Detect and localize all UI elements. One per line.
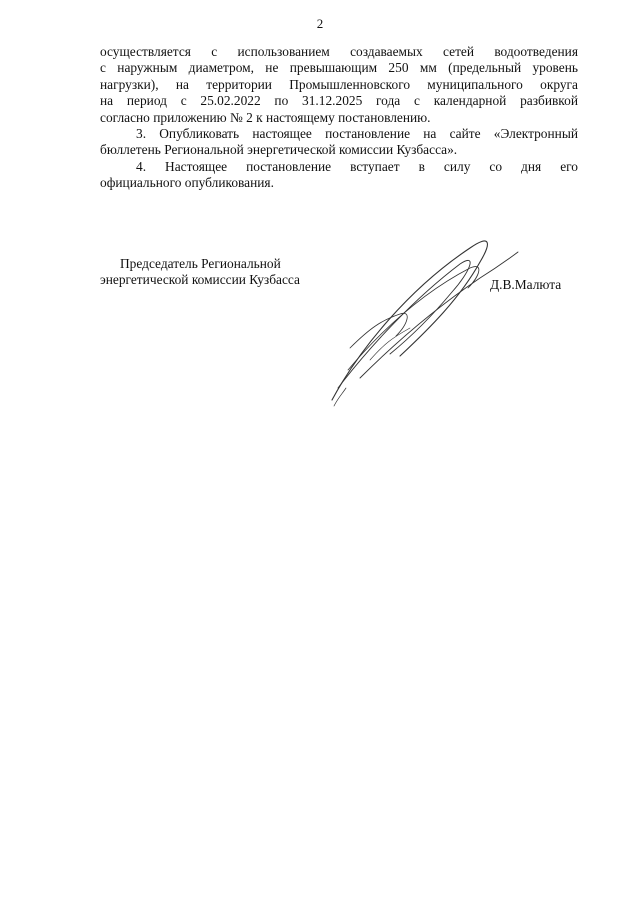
paragraph-item-3 <box>100 126 578 159</box>
paragraph-continuation <box>100 44 578 126</box>
text-line: 4. Настоящее постановление вступает в силу со дня его <box>136 158 578 174</box>
text-line: осуществляется с использованием создаваемых сетей водоотведения <box>100 44 578 59</box>
signatory-title-line: Председатель Региональной <box>120 256 281 271</box>
text-line: согласно приложению № 2 к настоящему постановлению. <box>100 109 431 125</box>
text-line: бюллетень Региональной энергетической комиссии Кузбасса». <box>100 142 458 158</box>
text-line: с наружным диаметром, не превышающим 250 мм (предельный уровень <box>100 60 578 76</box>
text-line: 3. Опубликовать настоящее постановление на сайте «Электронный <box>136 126 578 142</box>
text-line: нагрузки), на территории Промышленновского муниципального округа <box>100 76 578 92</box>
page-number: 2 <box>316 16 324 31</box>
paragraph-item-4 <box>100 159 578 192</box>
handwritten-signature <box>320 228 530 408</box>
text-line: на период с 25.02.2022 по 31.12.2025 года с календарной разбивкой <box>100 93 578 109</box>
document-body <box>100 44 578 192</box>
text-line: официального опубликования. <box>100 175 274 191</box>
signatory-name: Д.В.Малюта <box>490 277 562 292</box>
signatory-title-line: энергетической комиссии Кузбасса <box>100 272 300 288</box>
